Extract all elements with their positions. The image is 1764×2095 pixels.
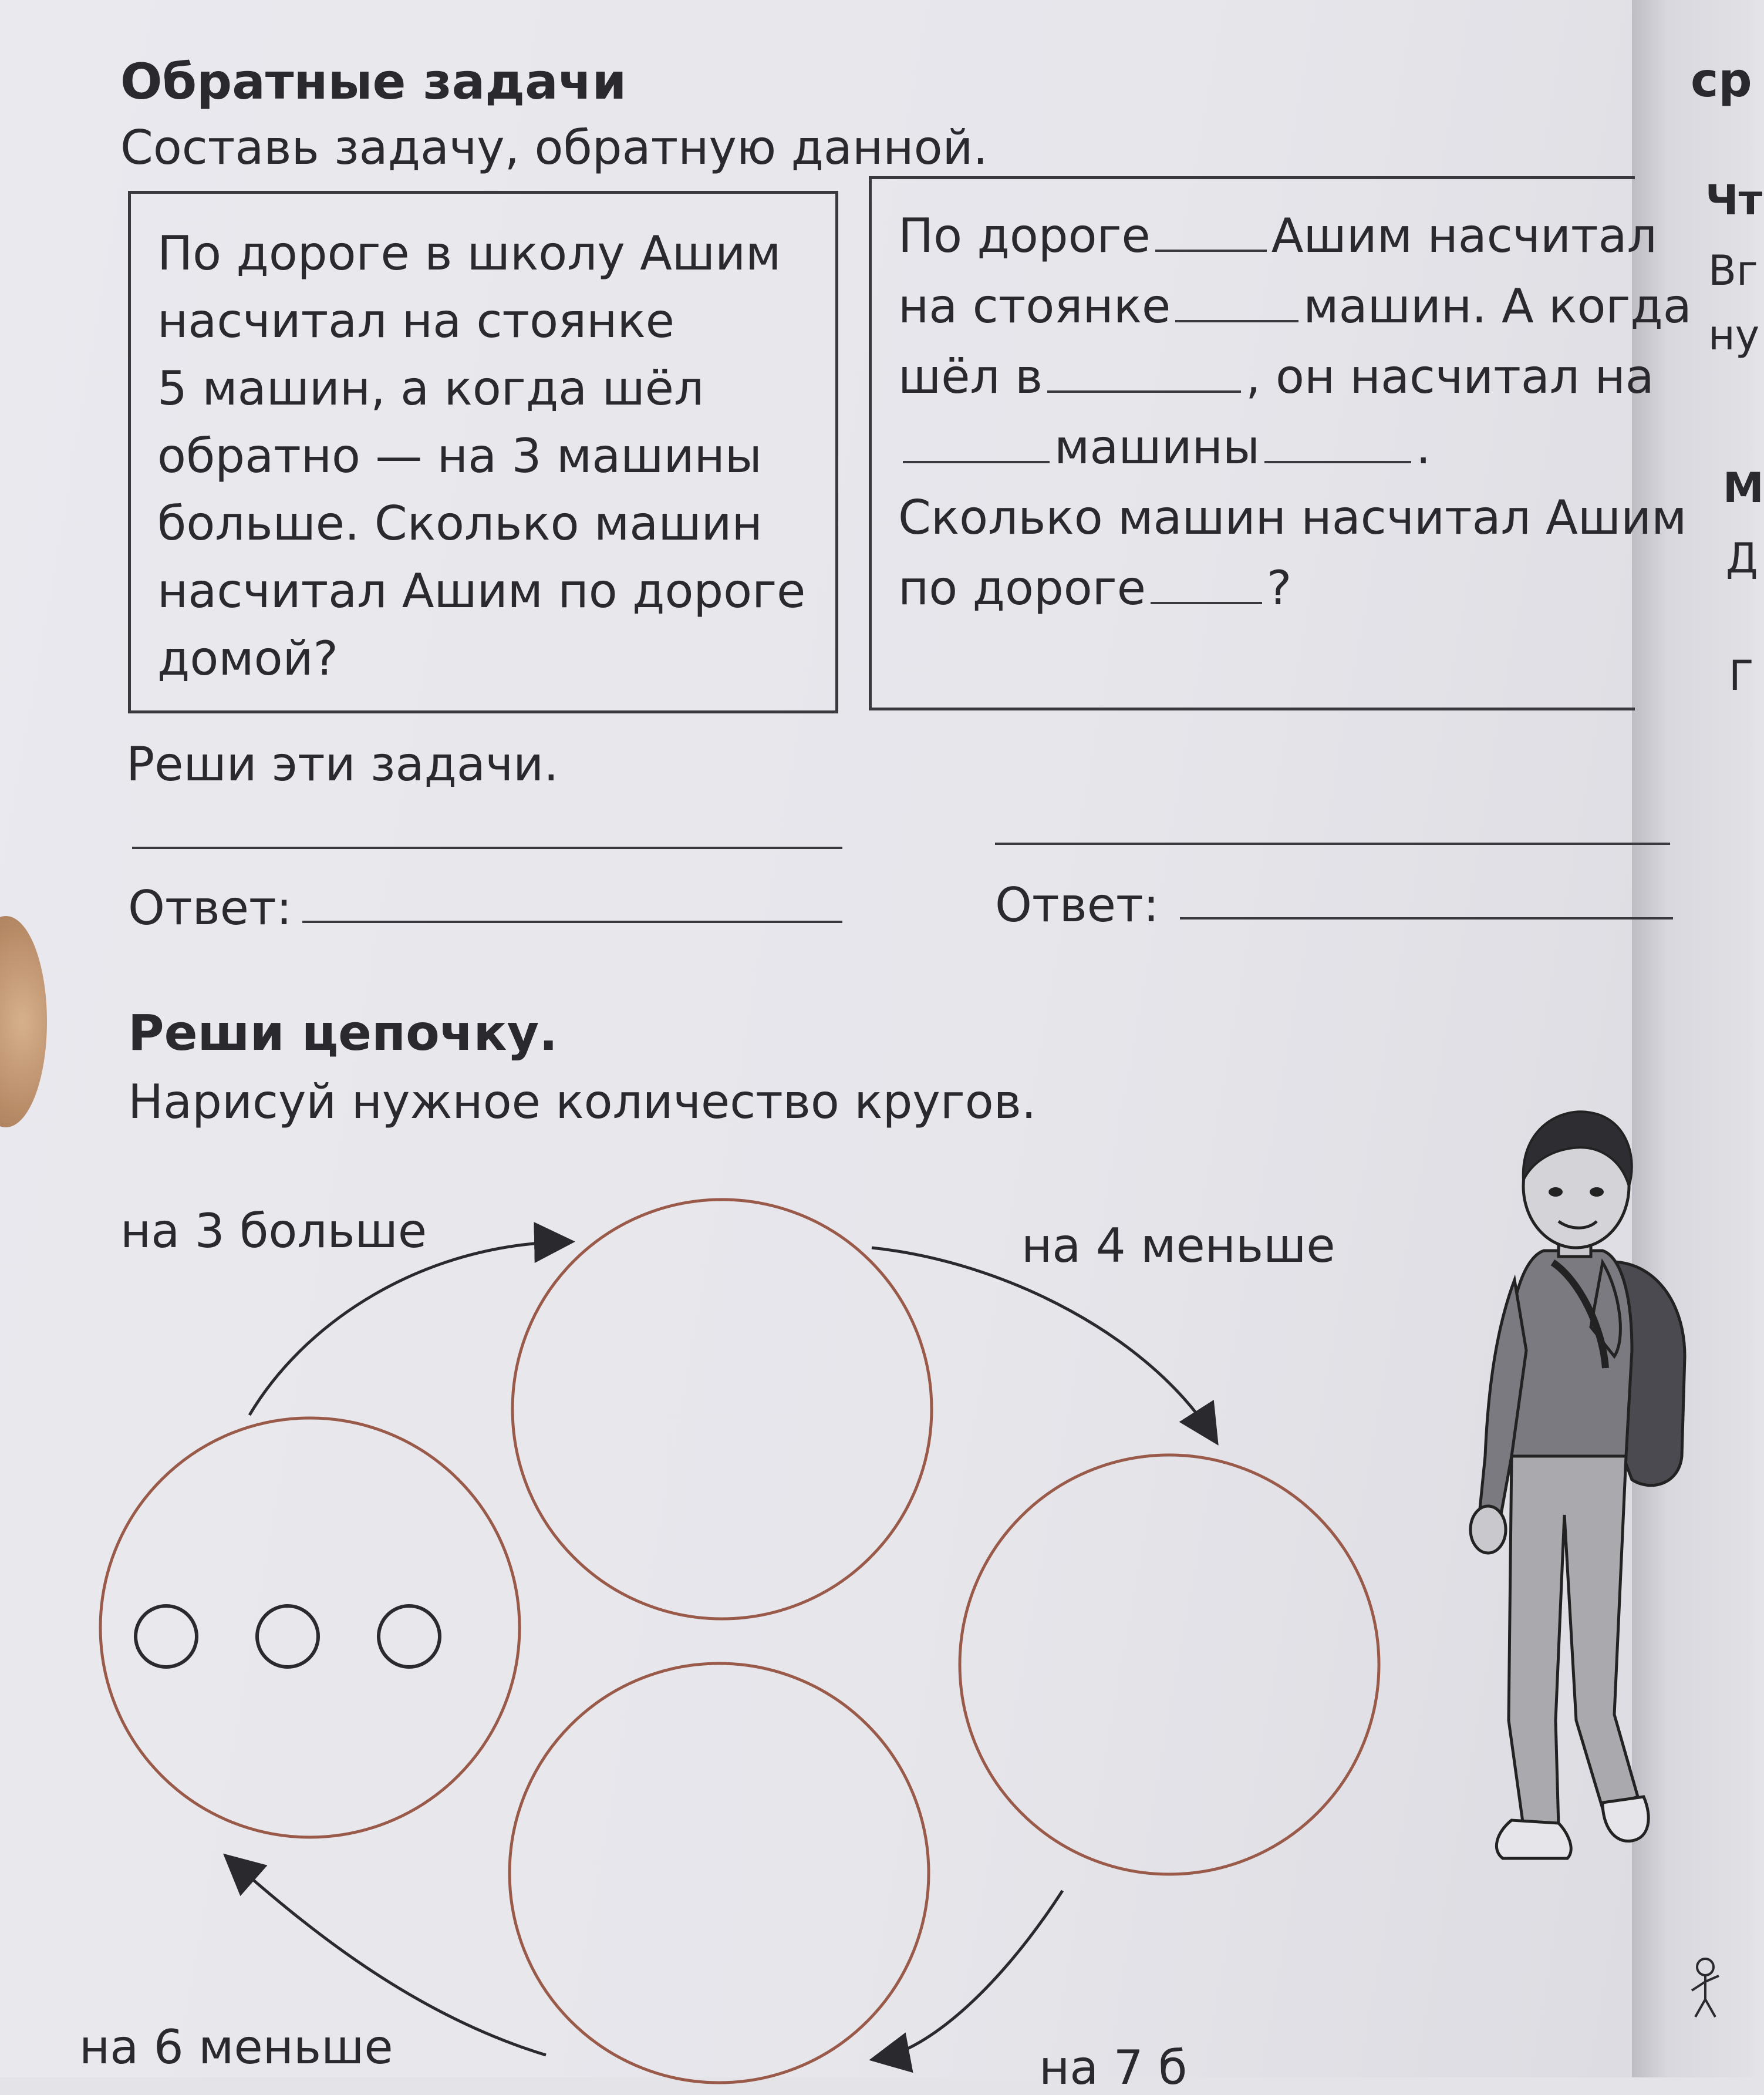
task-right-text: по дороге — [898, 561, 1146, 615]
task-left-line: насчитал на стоянке — [157, 294, 675, 348]
solve-instruction: Реши эти задачи. — [126, 737, 559, 791]
task-right-text: на стоянке — [898, 279, 1171, 334]
edge-text: Чт — [1705, 176, 1763, 224]
edge-text: ср — [1691, 53, 1752, 107]
solution-line-left[interactable] — [132, 847, 842, 849]
section-instruction-chain: Нарисуй нужное количество кругов. — [128, 1075, 1037, 1129]
schoolboy-illustration — [1456, 1104, 1714, 1867]
chain-arrow-4 — [232, 1861, 546, 2055]
chain-circle-start[interactable] — [100, 1418, 520, 1837]
task-right-text: шёл в — [898, 349, 1043, 404]
task-right-text: ? — [1266, 561, 1292, 615]
fill-blank[interactable] — [1175, 320, 1298, 322]
task-right-line-4 — [898, 420, 1431, 474]
task-left-line: больше. Сколько машин — [157, 496, 763, 551]
task-right-text: машин. А когда — [1303, 279, 1692, 334]
fill-blank[interactable] — [1264, 461, 1411, 463]
edge-text: Д — [1726, 534, 1758, 582]
edge-text: Вг — [1708, 247, 1758, 295]
stick-figure-icon — [1685, 1955, 1726, 2020]
task-left-line: По дороге в школу Ашим — [157, 226, 781, 281]
answer-line-right[interactable] — [1180, 917, 1673, 919]
task-right-text: Сколько машин насчитал Ашим — [898, 490, 1687, 545]
edge-text: Г — [1729, 652, 1754, 700]
task-right-line-6 — [898, 561, 1291, 615]
answer-label-right: Ответ: — [995, 878, 1159, 932]
task-right-text: , он насчитал на — [1246, 349, 1654, 404]
fill-blank[interactable] — [1155, 250, 1267, 252]
task-right-line-2 — [898, 279, 1692, 334]
chain-label-top-left: на 3 больше — [120, 1204, 427, 1258]
chain-arrow-2 — [872, 1248, 1212, 1436]
section-heading-inverse-tasks: Обратные задачи — [120, 53, 627, 110]
section-instruction: Составь задачу, обратную данной. — [120, 120, 988, 175]
fill-blank[interactable] — [1151, 602, 1262, 604]
answer-line-left[interactable] — [302, 921, 842, 923]
small-circle — [257, 1606, 318, 1667]
chain-arrow-3 — [881, 1891, 1063, 2058]
answer-label-left: Ответ: — [128, 881, 292, 935]
task-left-line: насчитал Ашим по дороге — [157, 564, 806, 618]
task-right-line-3 — [898, 349, 1654, 404]
circle-chain — [0, 1145, 1438, 2095]
task-left-line: 5 машин, а когда шёл — [157, 361, 704, 416]
edge-text: ну — [1708, 311, 1760, 359]
small-circle — [136, 1606, 197, 1667]
task-left-line: обратно — на 3 машины — [157, 429, 762, 483]
chain-circle-2[interactable] — [512, 1200, 932, 1619]
small-circle — [379, 1606, 440, 1667]
solution-line-right[interactable] — [995, 843, 1670, 845]
task-box-right — [869, 176, 1692, 710]
chain-circle-4[interactable] — [510, 1663, 929, 2083]
chain-label-top-right: на 4 меньше — [1021, 1218, 1335, 1273]
chain-circle-3[interactable] — [960, 1455, 1379, 1874]
fill-blank[interactable] — [903, 461, 1050, 463]
task-right-text: По дороге — [898, 208, 1151, 263]
edge-text: М — [1723, 464, 1764, 512]
task-right-line-1 — [898, 208, 1657, 263]
task-left-line: домой? — [157, 631, 339, 686]
chain-label-bottom-right: на 7 б — [1039, 2040, 1188, 2095]
fill-blank[interactable] — [1047, 390, 1241, 393]
chain-label-bottom-left: на 6 меньше — [79, 2020, 393, 2074]
task-right-text: Ашим насчитал — [1271, 208, 1657, 263]
chain-arrow-1 — [249, 1242, 564, 1415]
task-right-text: . — [1416, 420, 1431, 474]
task-right-text: машины — [1054, 420, 1260, 474]
task-box-left — [128, 191, 838, 713]
section-heading-chain: Реши цепочку. — [128, 1004, 558, 1062]
